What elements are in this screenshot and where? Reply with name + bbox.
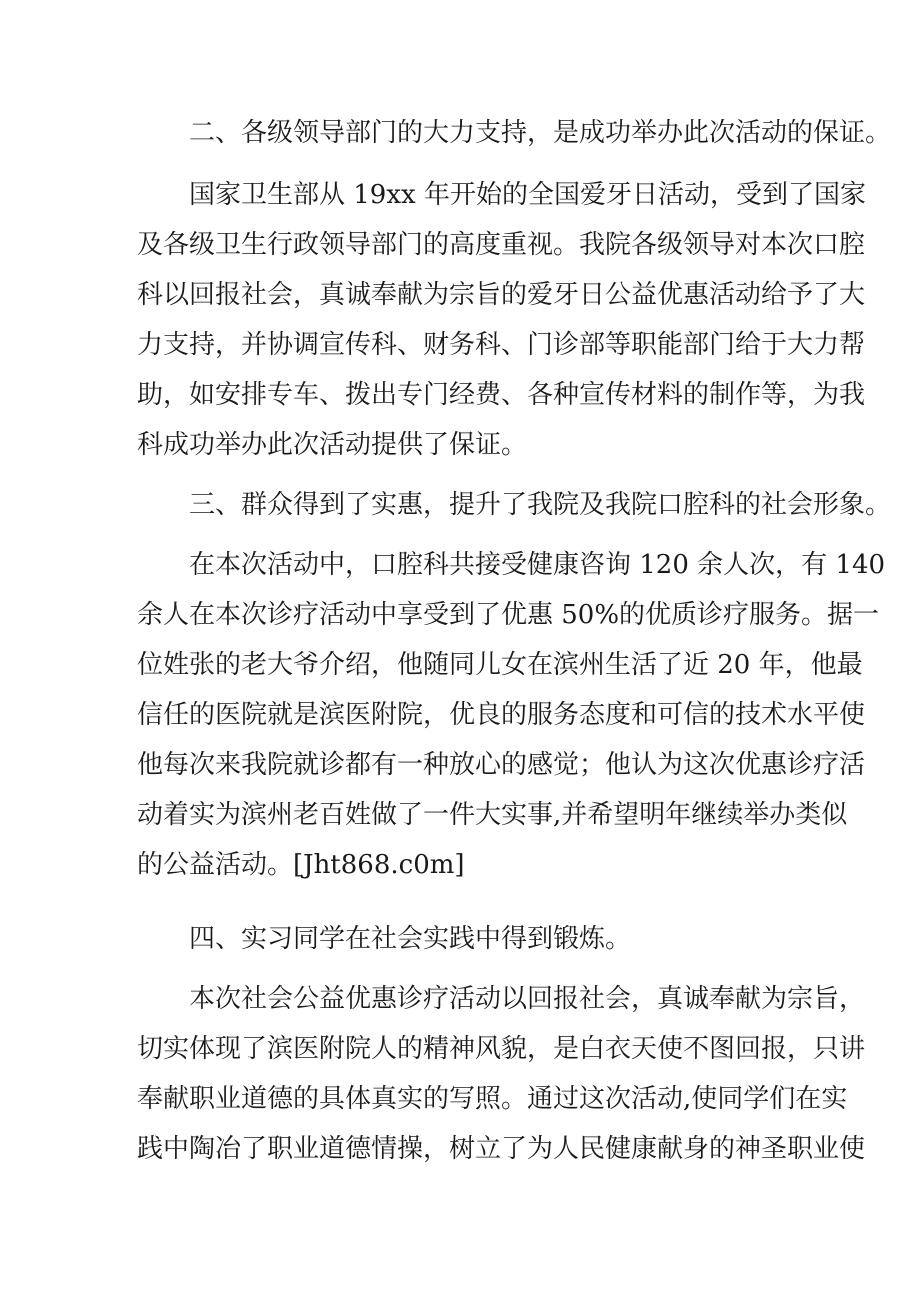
section-body-3 bbox=[137, 540, 886, 890]
body-line: 奉献职业道德的具体真实的写照。通过这次活动,使同学们在实 bbox=[137, 1084, 848, 1114]
body-line: 他每次来我院就诊都有一种放心的感觉；他认为这次优惠诊疗活 bbox=[137, 750, 866, 780]
body-line: 力支持，并协调宣传科、财务科、门诊部等职能部门给于大力帮 bbox=[137, 330, 866, 360]
section-heading-4 bbox=[137, 914, 787, 964]
section-heading-2 bbox=[137, 108, 892, 158]
section-heading-3 bbox=[137, 480, 892, 530]
body-line: 助，如安排专车、拨出专门经费、各种宣传材料的制作等，为我 bbox=[137, 380, 866, 410]
body-line: 科成功举办此次活动提供了保证。 bbox=[137, 430, 528, 460]
body-line: 及各级卫生行政领导部门的高度重视。我院各级领导对本次口腔 bbox=[137, 230, 866, 260]
body-line: 在本次活动中，口腔科共接受健康咨询 120 余人次，有 140 bbox=[189, 550, 886, 580]
body-line: 的公益活动。[Jht868.c0m] bbox=[137, 850, 465, 880]
body-line: 余人在本次诊疗活动中享受到了优惠 50%的优质诊疗服务。据一 bbox=[137, 600, 880, 630]
body-line: 科以回报社会，真诚奉献为宗旨的爱牙日公益优惠活动给予了大 bbox=[137, 280, 866, 310]
heading-line: 三、群众得到了实惠，提升了我院及我院口腔科的社会形象。 bbox=[189, 490, 892, 520]
body-line: 践中陶冶了职业道德情操，树立了为人民健康献身的神圣职业使 bbox=[137, 1134, 866, 1164]
body-line: 动着实为滨州老百姓做了一件大实事,并希望明年继续举办类似 bbox=[137, 800, 848, 830]
body-line: 切实体现了滨医附院人的精神风貌，是白衣天使不图回报，只讲 bbox=[137, 1034, 866, 1064]
section-body-4 bbox=[137, 974, 866, 1174]
body-line: 国家卫生部从 19xx 年开始的全国爱牙日活动，受到了国家 bbox=[189, 180, 866, 210]
body-line: 信任的医院就是滨医附院，优良的服务态度和可信的技术水平使 bbox=[137, 700, 866, 730]
body-line: 本次社会公益优惠诊疗活动以回报社会，真诚奉献为宗旨， bbox=[189, 984, 866, 1014]
body-line: 位姓张的老大爷介绍，他随同儿女在滨州生活了近 20 年，他最 bbox=[137, 650, 863, 680]
heading-line: 二、各级领导部门的大力支持，是成功举办此次活动的保证。 bbox=[189, 118, 892, 148]
heading-line: 四、实习同学在社会实践中得到锻炼。 bbox=[189, 924, 632, 954]
document-body bbox=[137, 108, 892, 1174]
section-body-2 bbox=[137, 170, 866, 470]
